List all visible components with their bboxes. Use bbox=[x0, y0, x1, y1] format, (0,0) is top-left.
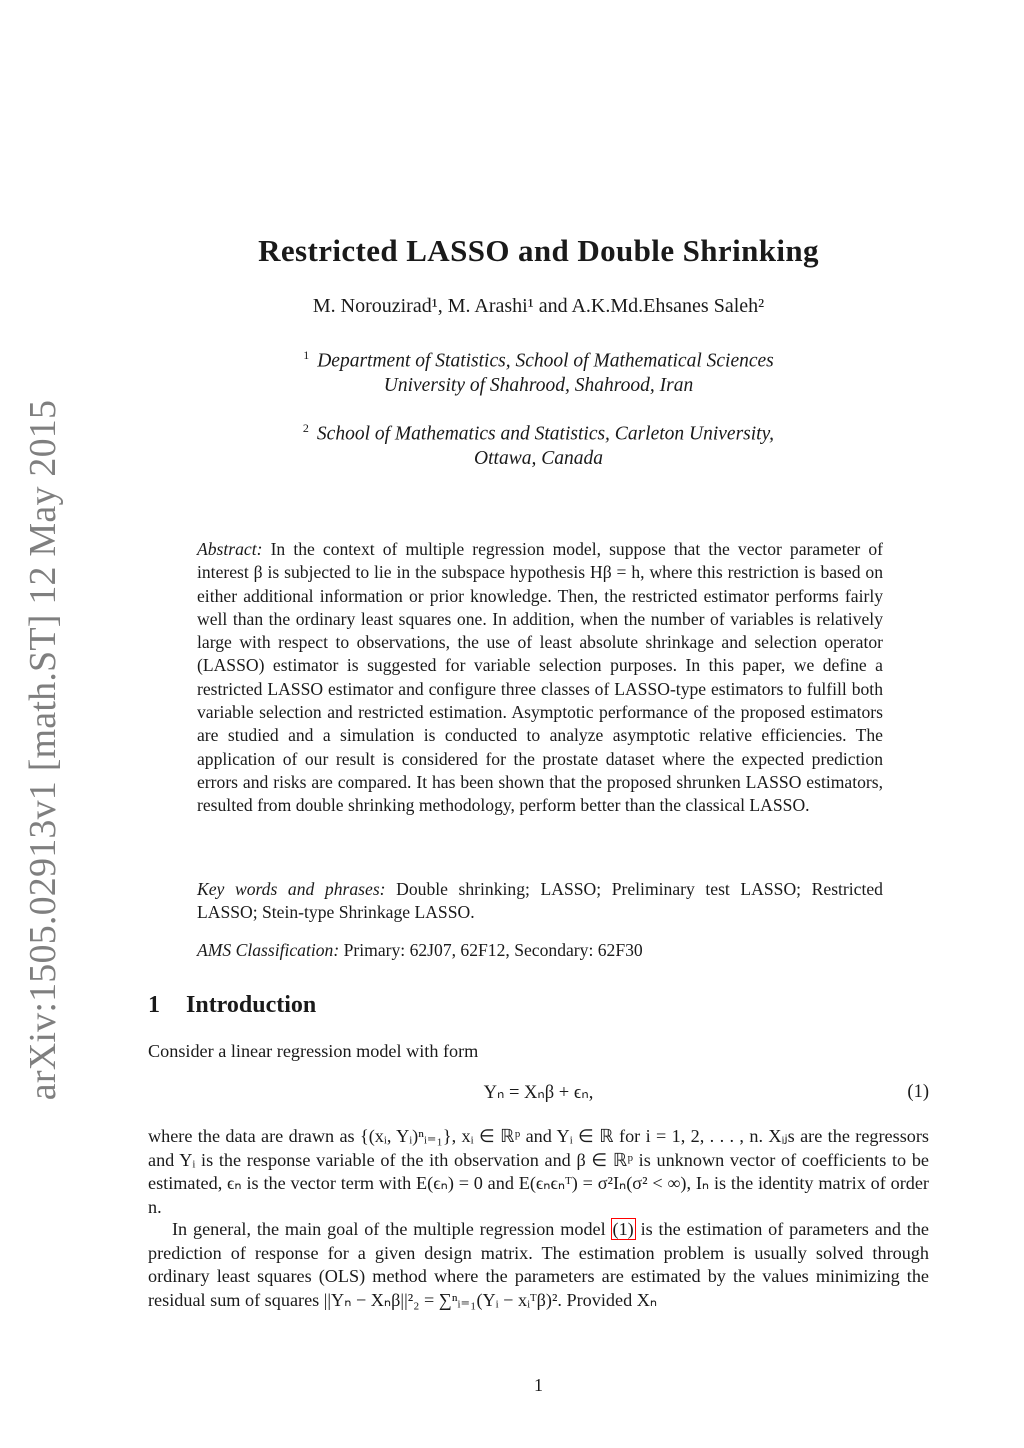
section-number: 1 bbox=[148, 992, 160, 1018]
intro-paragraph-1: Consider a linear regression model with form bbox=[148, 1041, 479, 1061]
paragraph-text: In general, the main goal of the multiple regression model bbox=[172, 1219, 606, 1239]
ams-label: AMS Classification: bbox=[197, 940, 340, 960]
arxiv-stamp: arXiv:1505.02913v1 [math.ST] 12 May 2015 bbox=[22, 399, 64, 1101]
equation-body: Yₙ = Xₙβ + ϵₙ, bbox=[483, 1083, 594, 1103]
affiliation-line: University of Shahrood, Shahrood, Iran bbox=[383, 374, 694, 396]
affiliation-line: Department of Statistics, School of Mathematical Sciences bbox=[317, 350, 774, 372]
intro-paragraph-2: where the data are drawn as {(xᵢ, Yᵢ)ⁿᵢ₌₁}, xᵢ ∈ ℝᵖ and Yᵢ ∈ ℝ for i = 1, 2, . . . , n. Xᵢⱼs are the regressors and Yᵢ is the response variable of the ith observation and β ∈ ℝᵖ is unknown vector of coefficients to be estimated, ϵₙ is the vector term with E(ϵₙ) = 0 and E(ϵₙϵₙᵀ) = σ²Iₙ(σ² < ∞), Iₙ is the identity matrix of order n. bbox=[148, 1126, 929, 1217]
affiliation-line: Ottawa, Canada bbox=[474, 447, 603, 469]
keywords bbox=[197, 878, 883, 925]
page-number: 1 bbox=[534, 1375, 543, 1395]
section-title: Introduction bbox=[186, 992, 317, 1018]
intro-paragraph-3 bbox=[148, 1218, 929, 1312]
ams-text: Primary: 62J07, 62F12, Secondary: 62F30 bbox=[343, 940, 643, 960]
keywords-text: Double shrinking; LASSO; Preliminary test LASSO; Restricted LASSO; Stein-type Shrinkage LASSO. bbox=[197, 879, 883, 923]
abstract-text: In the context of multiple regression model, suppose that the vector parameter of interest β is subjected to lie in the subspace hypothesis Hβ = h, where this restriction is based on either additional information or prior knowledge. Then, the restricted estimator performs fairly well than the ordinary least squares one. In addition, when the number of variables is relatively large with respect to observations, the use of least absolute shrinkage and selection operator (LASSO) estimator is suggested for variable selection purposes. In this paper, we define a restricted LASSO estimator and configure three classes of LASSO-type estimators to fulfill both variable selection and restricted estimation. Asymptotic performance of the proposed estimators are studied and a simulation is conducted to analyze asymptotic relative efficiencies. The application of our result is considered for the prostate dataset where the expected prediction errors and risks are compared. It has been shown that the proposed shrunken LASSO estimators, resulted from double shrinking methodology, perform better than the classical LASSO. bbox=[197, 539, 883, 816]
ams-classification bbox=[197, 940, 883, 961]
affiliation-mark: 1 bbox=[303, 348, 310, 362]
affiliation-2 bbox=[0, 416, 1024, 471]
keywords-label: Key words and phrases: bbox=[197, 879, 386, 899]
equation-1 bbox=[148, 1082, 929, 1108]
abstract-label: Abstract: bbox=[197, 539, 263, 559]
paper-title: Restricted LASSO and Double Shrinking bbox=[258, 233, 819, 268]
equation-number: (1) bbox=[907, 1082, 929, 1102]
equation-reference-link[interactable]: (1) bbox=[612, 1219, 634, 1239]
author-list: M. Norouzirad¹, M. Arashi¹ and A.K.Md.Ehsanes Saleh² bbox=[312, 295, 765, 317]
affiliation-1 bbox=[0, 343, 1024, 398]
affiliation-line: School of Mathematics and Statistics, Carleton University, bbox=[316, 423, 775, 445]
paragraph-text: is the estimation of parameters and the prediction of response for a given design matrix. The estimation problem is usually solved through ordinary least squares (OLS) method where the parameters are estimated by the values minimizing the residual sum of squares ||Yₙ − Xₙβ||²₂ = ∑ⁿᵢ₌₁(Yᵢ − xᵢᵀβ)². Provided Xₙ bbox=[148, 1219, 930, 1310]
affiliation-mark: 2 bbox=[302, 421, 309, 435]
abstract bbox=[197, 538, 883, 818]
section-heading bbox=[148, 992, 316, 1019]
